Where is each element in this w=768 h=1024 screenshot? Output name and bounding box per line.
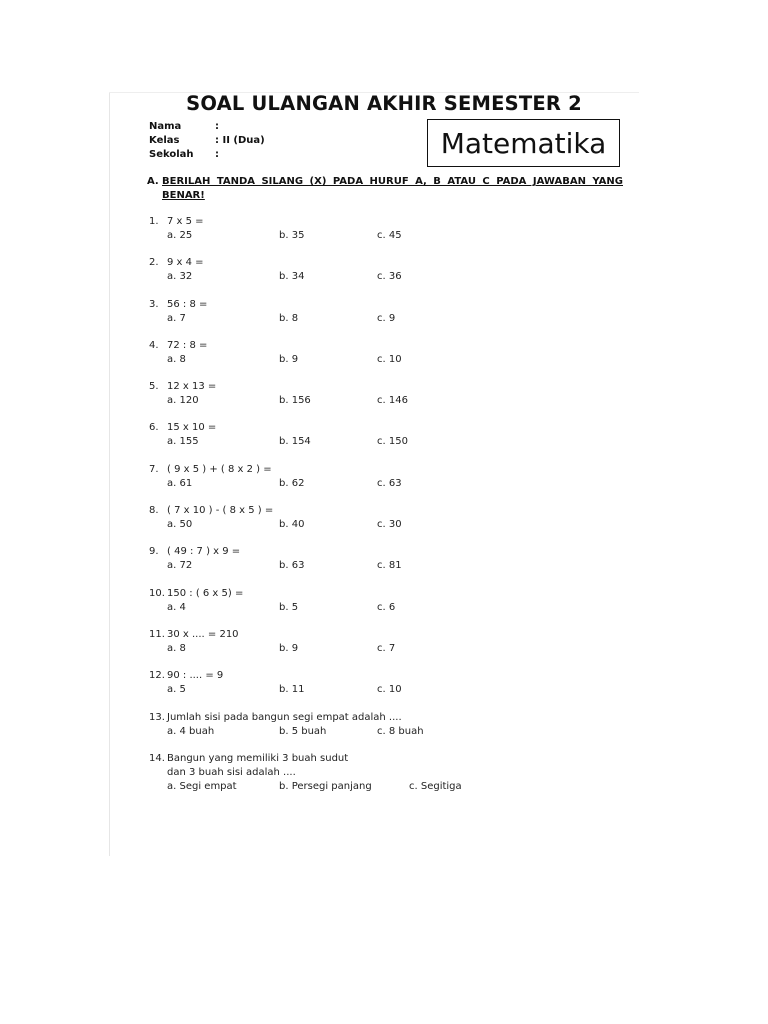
answer-options [167,312,609,326]
answer-option-c[interactable]: c. 146 [377,395,408,407]
answer-option-c[interactable]: c. 8 buah [377,725,424,737]
answer-options [167,601,609,615]
answer-option-c[interactable]: c. 7 [377,642,396,654]
question-number: 5. [149,381,159,393]
question-number: 13. [149,711,165,723]
page-title: SOAL ULANGAN AKHIR SEMESTER 2 [186,92,582,115]
question-stem: 7 x 5 = [167,216,204,227]
answer-options [167,518,609,532]
info-row-kelas [149,134,265,148]
question-stem: dan 3 buah sisi adalah .... [167,766,296,778]
answer-option-a[interactable]: a. 8 [167,353,186,365]
question-item [149,339,609,367]
student-info [149,120,265,162]
answer-option-c[interactable]: c. 30 [377,519,402,531]
answer-option-b[interactable]: b. 62 [279,477,305,489]
question-item [149,463,609,491]
answer-options [167,683,609,697]
question-stem: Jumlah sisi pada bangun segi empat adalah .... [167,711,402,723]
answer-option-b[interactable]: b. 11 [279,684,305,696]
answer-option-b[interactable]: b. 40 [279,519,305,531]
question-item [149,669,609,697]
question-number: 14. [149,752,165,764]
question-stem: 72 : 8 = [167,339,208,351]
question-item [149,752,609,794]
question-stem: Bangun yang memiliki 3 buah sudut [167,752,349,764]
answer-options [167,780,609,794]
answer-option-b[interactable]: b. 5 [279,601,299,613]
answer-options [167,725,609,739]
instruction-text: BERILAH TANDA SILANG (X) PADA HURUF A, B ATAU C PADA JAWABAN YANG BENAR! [162,176,623,201]
question-number: 4. [149,339,159,351]
answer-option-b[interactable]: b. Persegi panjang [279,780,372,792]
answer-option-b[interactable]: b. 8 [279,312,299,324]
answer-option-a[interactable]: a. 4 buah [167,725,215,737]
answer-options [167,270,609,284]
answer-option-c[interactable]: c. 10 [377,353,402,365]
question-stem: 9 x 4 = [167,257,204,269]
section-instruction [147,175,623,203]
question-number: 2. [149,257,159,269]
question-number: 11. [149,628,165,640]
answer-option-c[interactable]: c. 63 [377,477,402,489]
page-left-edge [109,92,110,856]
section-letter: A. [147,176,159,187]
answer-option-b[interactable]: b. 63 [279,560,305,572]
question-item [149,256,609,284]
question-stem: ( 7 x 10 ) - ( 8 x 5 ) = [167,505,274,517]
answer-option-a[interactable]: a. 5 [167,684,186,696]
answer-option-b[interactable]: b. 5 buah [279,725,327,737]
question-stem: 12 x 13 = [167,381,217,393]
question-stem: 56 : 8 = [167,298,208,310]
question-number: 10. [149,587,165,599]
answer-options [167,435,609,449]
answer-option-a[interactable]: a. 25 [167,230,193,241]
question-stem: 30 x .... = 210 [167,628,239,640]
answer-option-c[interactable]: c. 81 [377,560,402,572]
answer-option-c[interactable]: c. 45 [377,230,402,241]
answer-option-c[interactable]: c. 36 [377,271,402,283]
info-label: Sekolah [149,149,194,160]
answer-option-c[interactable]: c. Segitiga [409,780,462,792]
answer-option-c[interactable]: c. 10 [377,684,402,696]
answer-options [167,642,609,656]
answer-option-c[interactable]: c. 6 [377,601,396,613]
question-item [149,587,609,615]
answer-option-b[interactable]: b. 34 [279,271,305,283]
answer-option-c[interactable]: c. 150 [377,436,408,448]
question-stem: ( 9 x 5 ) + ( 8 x 2 ) = [167,463,272,475]
answer-options [167,559,609,573]
answer-option-a[interactable]: a. Segi empat [167,780,237,792]
question-stem: ( 49 : 7 ) x 9 = [167,546,241,558]
question-number: 9. [149,546,159,558]
question-item [149,421,609,449]
question-number: 12. [149,670,165,682]
question-item [149,628,609,656]
question-item [149,380,609,408]
answer-option-b[interactable]: b. 9 [279,353,299,365]
answer-options [167,229,609,243]
info-row-nama [149,120,265,134]
answer-option-a[interactable]: a. 72 [167,560,193,572]
answer-option-a[interactable]: a. 4 [167,601,186,613]
question-stem: 90 : .... = 9 [167,670,224,682]
question-number: 7. [149,463,159,475]
answer-option-b[interactable]: b. 9 [279,642,299,654]
info-row-sekolah [149,148,265,162]
question-number: 1. [149,216,159,227]
answer-option-a[interactable]: a. 155 [167,436,199,448]
answer-option-c[interactable]: c. 9 [377,312,396,324]
info-label: Nama [149,121,182,132]
question-stem: 150 : ( 6 x 5) = [167,587,244,599]
answer-options [167,394,609,408]
answer-option-a[interactable]: a. 8 [167,642,186,654]
info-label: Kelas [149,135,180,146]
answer-option-a[interactable]: a. 50 [167,519,193,531]
info-value: : [215,149,219,160]
answer-options [167,353,609,367]
question-number: 6. [149,422,159,434]
answer-option-a[interactable]: a. 120 [167,395,199,407]
question-item [149,545,609,573]
info-value: : [215,121,219,132]
answer-option-b[interactable]: b. 154 [279,436,311,448]
question-number: 8. [149,505,159,517]
question-item [149,504,609,532]
answer-option-a[interactable]: a. 7 [167,312,186,324]
question-stem: 15 x 10 = [167,422,217,434]
question-item [149,215,609,243]
answer-option-a[interactable]: a. 32 [167,271,193,283]
question-item [149,711,609,739]
question-number: 3. [149,298,159,310]
question-item [149,298,609,326]
question-list [149,215,609,794]
info-value: : II (Dua) [215,135,265,146]
answer-option-a[interactable]: a. 61 [167,477,193,489]
subject-box: Matematika [427,119,620,167]
answer-option-b[interactable]: b. 156 [279,395,311,407]
answer-options [167,477,609,491]
answer-option-b[interactable]: b. 35 [279,230,305,241]
